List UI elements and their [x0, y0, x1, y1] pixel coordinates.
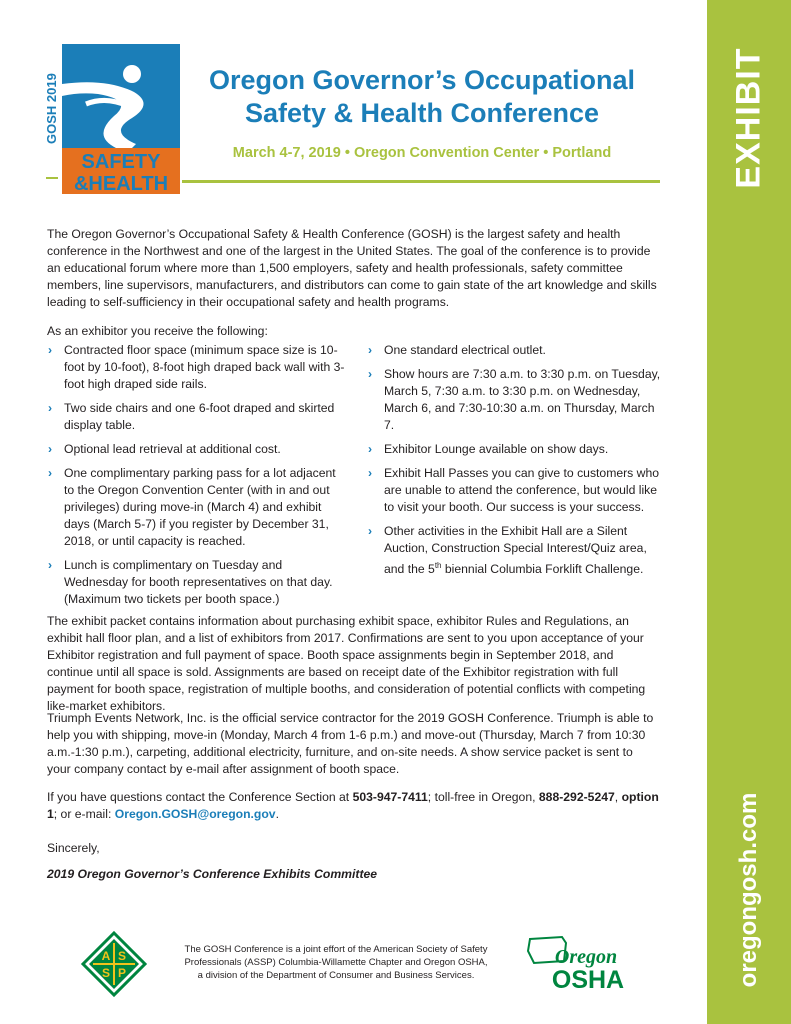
- chevron-right-icon: ›: [368, 524, 373, 538]
- sidebar-label: EXHIBIT: [729, 47, 768, 189]
- svg-text:A: A: [101, 949, 111, 963]
- svg-text:P: P: [117, 966, 127, 980]
- chevron-right-icon: ›: [368, 367, 373, 381]
- event-details: [182, 145, 662, 161]
- list-item: › One complimentary parking pass for a lot adjacent to the Oregon Convention Center (with in and out privileges) during move-in (March 4) and exhibit days (March 5-7) if you register by December 31, 2018, or until capacity is reached.: [48, 466, 336, 548]
- chevron-right-icon: ›: [48, 558, 53, 572]
- list-item: › Exhibit Hall Passes you can give to customers who are unable to attend the conference, but would like to visit your booth. Our success is your success.: [368, 466, 660, 514]
- chevron-right-icon: ›: [368, 343, 373, 357]
- list-item: › Optional lead retrieval at additional cost.: [48, 442, 281, 456]
- list-item: › Exhibitor Lounge available on show days.: [368, 442, 609, 456]
- event-city: Portland: [552, 145, 612, 161]
- oregon-osha-logo: [526, 933, 636, 993]
- chevron-right-icon: ›: [368, 442, 373, 456]
- sidebar-url[interactable]: oregongosh.com: [735, 792, 762, 988]
- list-item: › Two side chairs and one 6-foot draped and skirted display table.: [48, 401, 335, 432]
- chevron-right-icon: ›: [48, 442, 53, 456]
- triumph-paragraph: Triumph Events Network, Inc. is the official service contractor for the 2019 GOSH Conference. Triumph is able to help you with shipping, move-in (Monday, March 4 from 1-6 p.m.) and move-out (Thursday, March 7 from 10:30 a.m.-1:30 p.m.), carpeting, additional electricity, furniture, and on-site needs. A show service packet is sent to your company contact by e-mail after assignment of booth space.: [47, 711, 654, 776]
- footer-note: The GOSH Conference is a joint effort of the American Society of Safety Professionals (ASSP) Columbia-Willamette Chapter and Oregon OSHA, a division of the Department of Consumer and Business Services.: [184, 944, 488, 981]
- logo-line2: &HEALTH: [73, 173, 169, 195]
- list-item: › One standard electrical outlet.: [368, 343, 546, 357]
- separator: •: [344, 145, 350, 161]
- assp-logo: [81, 931, 147, 997]
- event-date: March 4-7, 2019: [232, 145, 341, 161]
- gosh-logo: [46, 44, 180, 194]
- osha-logo-line2: OSHA: [551, 966, 625, 994]
- list-item: › Lunch is complimentary on Tuesday and Wednesday for booth representatives on that day. (Maximum two tickets per booth space.): [48, 558, 333, 606]
- svg-text:S: S: [117, 949, 127, 963]
- list-item: › Show hours are 7:30 a.m. to 3:30 p.m. on Tuesday, March 5, 7:30 a.m. to 3:30 p.m. on Wednesday, March 6, and 7:30-10:30 a.m. on Thursday, March 7.: [368, 367, 661, 432]
- logo-line1: SAFETY: [81, 151, 161, 173]
- contact-paragraph: If you have questions contact the Conference Section at 503-947-7411; toll-free in Oregon, 888-292-5247, option 1; or e-mail: Oregon.GOSH@oregon.gov.: [47, 790, 659, 821]
- chevron-right-icon: ›: [368, 466, 373, 480]
- closing: Sincerely,: [47, 841, 100, 855]
- header-divider: [182, 180, 660, 183]
- separator: •: [543, 145, 549, 161]
- list-item: › Contracted floor space (minimum space size is 10-foot by 10-foot), 8-foot high draped back wall with 3-foot high draped side rails.: [48, 343, 345, 391]
- email-link[interactable]: Oregon.GOSH@oregon.gov: [114, 807, 276, 821]
- list-item: › Other activities in the Exhibit Hall are a Silent Auction, Construction Special Interest/Quiz area, and the 5th biennial Columbia Forklift Challenge.: [368, 524, 647, 577]
- svg-text:S: S: [101, 966, 111, 980]
- chevron-right-icon: ›: [48, 466, 53, 480]
- phone-option: option 1: [47, 790, 659, 821]
- intro-paragraph: The Oregon Governor’s Occupational Safety & Health Conference (GOSH) is the largest safety and health conference in the Northwest and one of the largest in the United States. The goal of the conference is to provide an educational forum where more than 1,500 employers, safety and health professionals, safety committee members, line supervisors, manufacturers, and distributors can come to gain state of the art knowledge and skills leading to self-sufficiency in their occupational safety and health programs.: [47, 227, 657, 309]
- logo-year-text: GOSH 2019: [44, 73, 59, 144]
- tollfree-number[interactable]: 888-292-5247: [538, 790, 615, 804]
- title-line-1: Oregon Governor’s Occupational: [208, 65, 636, 95]
- chevron-right-icon: ›: [48, 401, 53, 415]
- signature: 2019 Oregon Governor’s Conference Exhibits Committee: [47, 867, 378, 881]
- packet-paragraph: The exhibit packet contains information about purchasing exhibit space, exhibitor Rules and Regulations, an exhibit hall floor plan, and a list of exhibitors from 2017. Confirmations are sent to you upon acceptance of your Exhibitor registration and full payment of space. Booth space assignments begin in September 2018, and continue until all space is sold. Assignments are based on receipt date of the Exhibitor registration with full payment for booth space, registration of multiple booths, and consideration of potential conflicts with competing like-market exhibitors.: [47, 614, 646, 713]
- benefits-heading: As an exhibitor you receive the following:: [47, 324, 268, 338]
- title-line-2: Safety & Health Conference: [244, 98, 600, 128]
- chevron-right-icon: ›: [48, 343, 53, 357]
- page-title: [182, 64, 662, 130]
- osha-logo-line1: Oregon: [554, 946, 618, 968]
- phone-number[interactable]: 503-947-7411: [352, 790, 428, 804]
- event-venue: Oregon Convention Center: [353, 145, 540, 161]
- benefits-list-right: [367, 342, 663, 585]
- benefits-list-left: [47, 342, 345, 615]
